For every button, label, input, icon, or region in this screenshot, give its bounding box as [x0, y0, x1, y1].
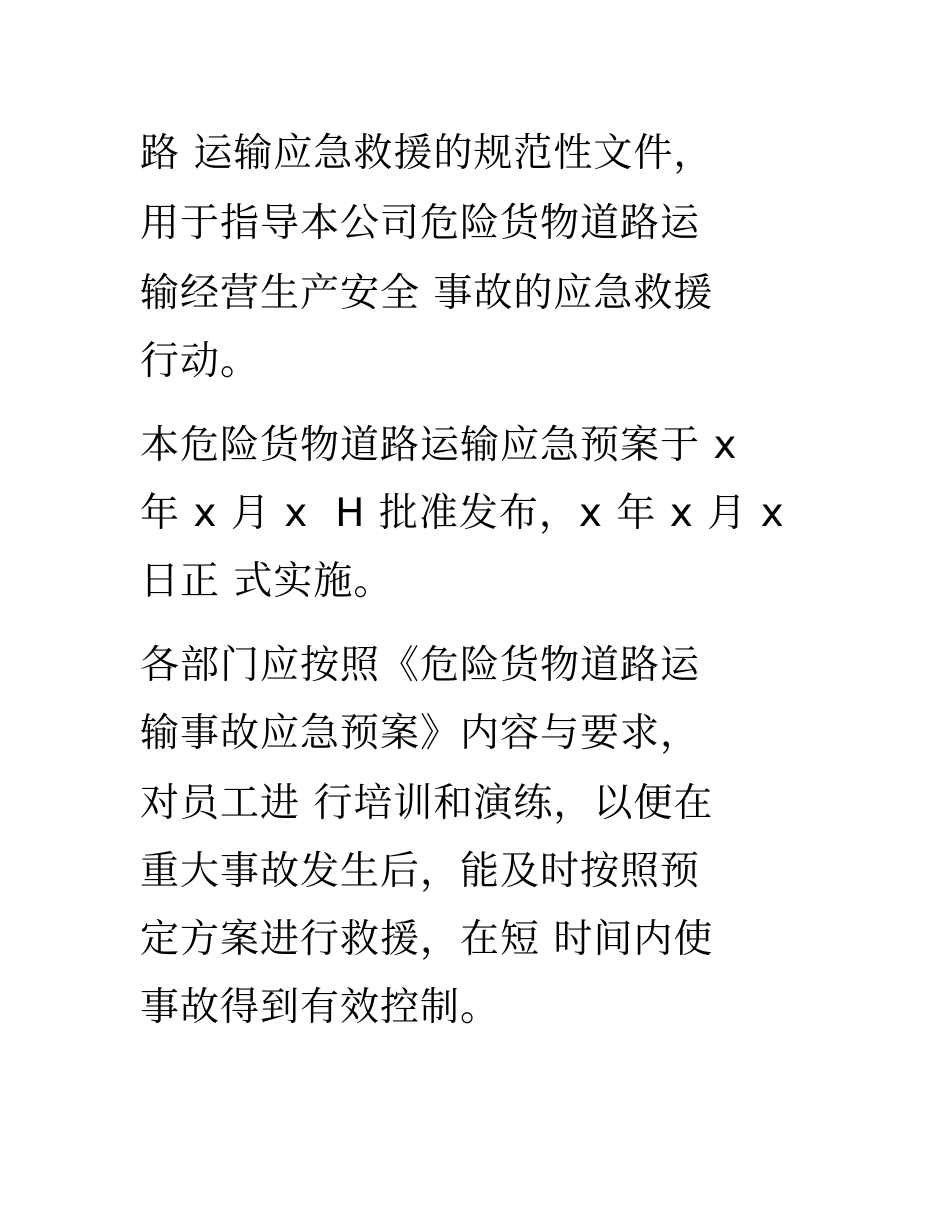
text-line: 行动。: [140, 339, 261, 384]
text-line: 定方案进行救援，在短 时间内使: [140, 917, 714, 962]
text-line: 事故得到有效控制。: [140, 985, 501, 1030]
text-line: 输事故应急预案》内容与要求，: [140, 711, 701, 756]
text-line: 年 x 月 x H 批准发布，x 年 x 月 x: [140, 491, 785, 536]
text-line: 对员工进 行培训和演练，以便在: [140, 781, 714, 826]
text-line: 输经营生产安全 事故的应急救援: [140, 271, 714, 316]
text-line: 路 运输应急救援的规范性文件，: [140, 131, 714, 176]
text-line: 用于指导本公司危险货物道路运: [140, 201, 701, 246]
text-line: 重大事故发生后，能及时按照预: [140, 849, 701, 894]
text-line: 日正 式实施。: [140, 559, 394, 604]
text-line: 各部门应按照《危险货物道路运: [140, 643, 701, 688]
text-line: 本危险货物道路运输应急预案于 x: [140, 423, 738, 468]
